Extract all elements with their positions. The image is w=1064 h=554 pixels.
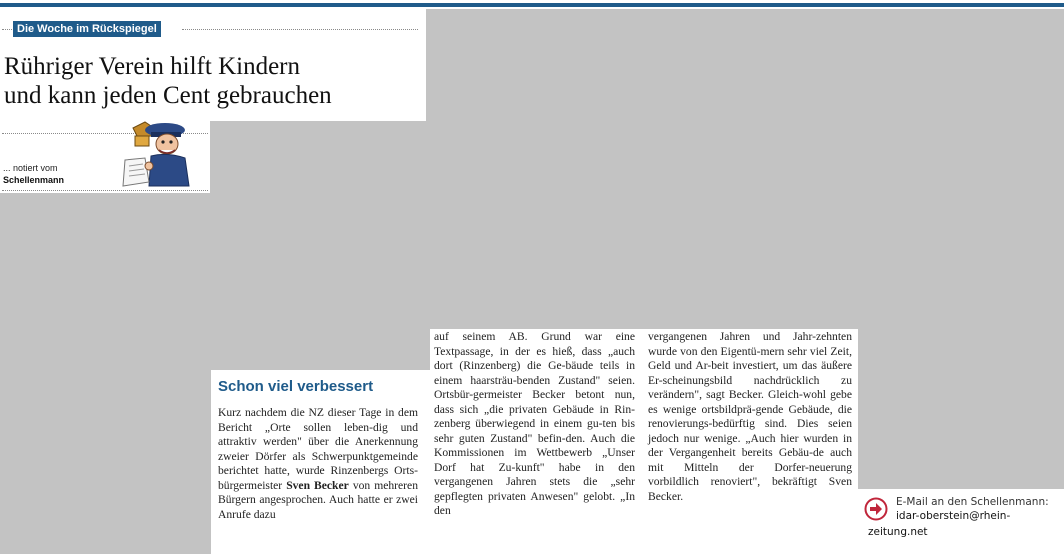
byline-notiert: ... notiert vom [3, 163, 58, 173]
article-text-intro: Kurz nachdem die NZ dieser Tage in dem Bericht „Orte sollen leben-dig und attraktiv werden" über die Anerkennung zweier Dörfer als Schwerpunktgemeinde berichtet hatte, wurde Rinzenbergs Orts-bürgermeister [218, 406, 418, 492]
arrow-circle-icon [864, 497, 888, 521]
headline-line-1: Rühriger Verein hilft Kindern [4, 53, 300, 80]
section-kicker: Die Woche im Rückspiegel [13, 21, 161, 37]
contact-email-line-2[interactable]: zeitung.net [868, 526, 928, 538]
contact-label: E-Mail an den Schellenmann: [896, 496, 1049, 508]
town-crier-illustration [115, 120, 195, 192]
kicker-dotline-left [2, 29, 12, 30]
article-text-column-3: vergangenen Jahren und Jahr-zehnten wurde von den Eigentü-mern sehr viel Zeit, Geld und Ar-beit investiert, um das äußere Er-scheinungsbild nachdrücklich zu verändern", sagt Becker. Gleich-wohl gebe es wenige ortsbildprä-gende Gebäude, die renovierungs-bedürftig sind. Dies seien jedoch nur wenige. „Auch hier wurden in der Vergangenheit bereits Gebäu-de auch mit Mitteln der Dorfer-neuerung vorbildlich renoviert", bekräftigt Sven Becker. [648, 330, 852, 503]
article-text-column-1 [218, 406, 418, 522]
top-rule [0, 3, 1064, 7]
byline-author: Schellenmann [3, 175, 65, 185]
kicker-row [0, 21, 418, 37]
article-text-column-2: auf seinem AB. Grund war eine Textpassage, in der es hieß, dass „auch dort (Rinzenberg) die Ge-bäude teils in einem haarsträu-benden Zustand" seien. Ortsbür-germeister Becker betont nun, dass sich „die privaten Gebäude in Rin-zenberg überwiegend in einem gu-ten bis sehr guten Zustand" befin-den. Auch die Kommissionen im Wettbewerb „Unser Dorf hat Zu-kunft" habe in den vergangenen Jahren stets die „sehr gepflegten privaten Anwesen" gelobt. „In den [434, 330, 635, 517]
article-person-name: Sven Becker [286, 478, 349, 492]
article-subheading: Schon viel verbessert [218, 378, 374, 395]
headline-line-2: und kann jeden Cent gebrauchen [4, 82, 332, 109]
headline [4, 52, 424, 110]
kicker-dotline-right [182, 29, 418, 30]
article-text-outro: von mehreren Bürgern angesprochen. Auch hatte er zwei Anrufe dazu [218, 478, 418, 521]
contact-email-line-1[interactable]: idar-oberstein@rhein- [896, 510, 1011, 522]
